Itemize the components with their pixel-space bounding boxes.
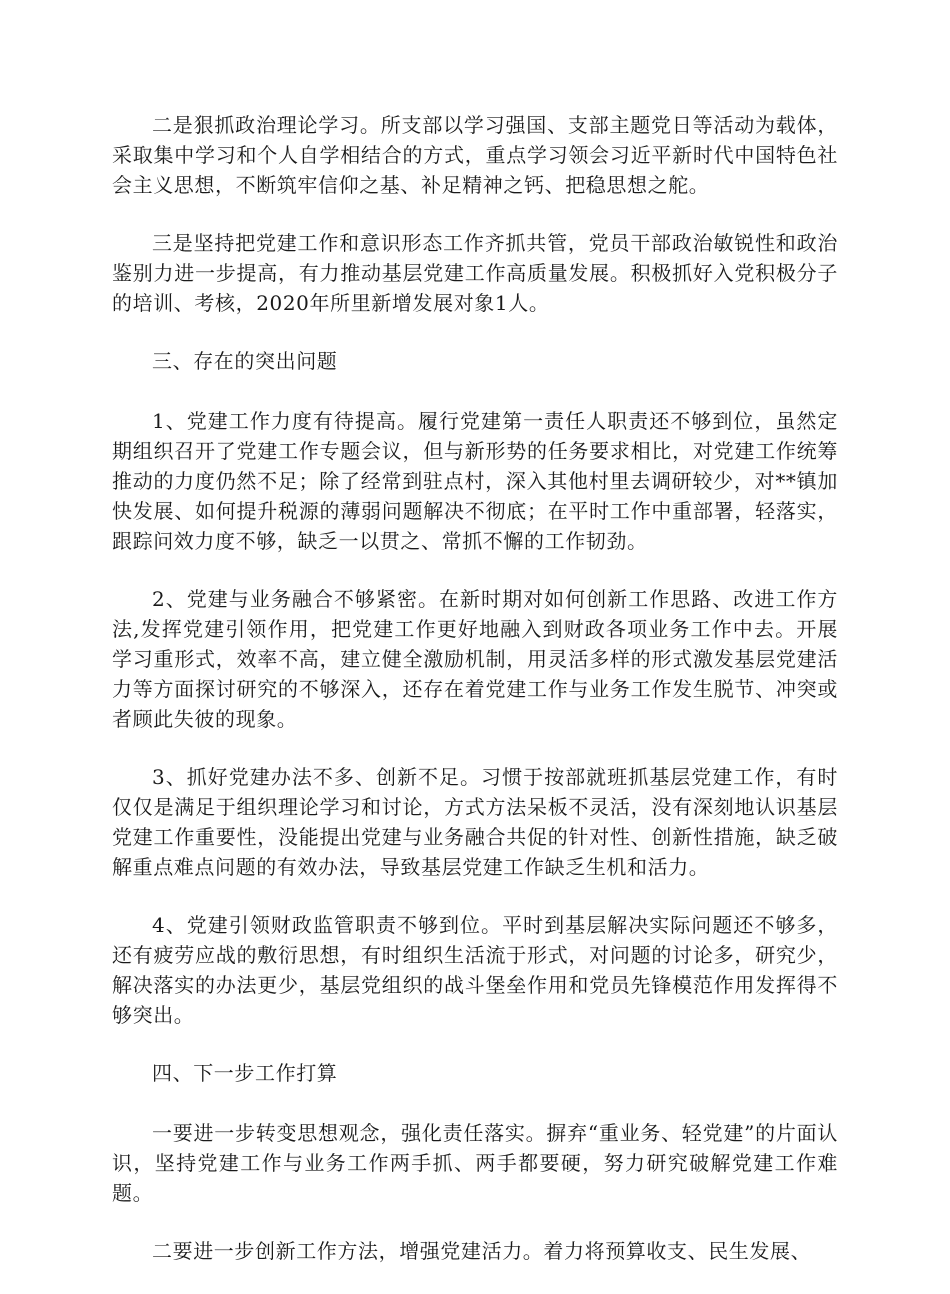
section-heading-next-steps: 四、下一步工作打算 <box>152 1061 338 1085</box>
paragraph-problem-3: 3、抓好党建办法不多、创新不足。习惯于按部就班抓基层党建工作，有时仅仅是满足于组织理论学习和讨论，方式方法呆板不灵活，没有深刻地认识基层党建工作重要性，没能提出党建与业务融合共促的针对性、创新性措施，缺乏破解重点难点问题的有效办法，导致基层党建工作缺乏生机和活力。 <box>112 765 838 879</box>
paragraph-plan-2: 二要进一步创新工作方法，增强党建活力。着力将预算收支、民生发展、 <box>152 1239 812 1263</box>
paragraph-plan-1: 一要进一步转变思想观念，强化责任落实。摒弃“重业务、轻党建”的片面认识，坚持党建工作与业务工作两手抓、两手都要硬，努力研究破解党建工作难题。 <box>112 1121 838 1205</box>
paragraph-political-study: 二是狠抓政治理论学习。所支部以学习强国、支部主题党日等活动为载体，采取集中学习和个人自学相结合的方式，重点学习领会习近平新时代中国特色社会主义思想，不断筑牢信仰之基、补足精神之钙、把稳思想之舵。 <box>112 113 838 197</box>
document-body <box>112 110 838 1294</box>
paragraph-problem-4: 4、党建引领财政监管职责不够到位。平时到基层解决实际问题还不够多，还有疲劳应战的敷衍思想，有时组织生活流于形式，对问题的讨论多，研究少，解决落实的办法更少，基层党组织的战斗堡垒作用和党员先锋模范作用发挥得不够突出。 <box>112 913 838 1027</box>
paragraph-problem-1: 1、党建工作力度有待提高。履行党建第一责任人职责还不够到位，虽然定期组织召开了党建工作专题会议，但与新形势的任务要求相比，对党建工作统筹推动的力度仍然不足；除了经常到驻点村，深入其他村里去调研较少，对**镇加快发展、如何提升税源的薄弱问题解决不彻底；在平时工作中重部署，轻落实，跟踪问效力度不够，缺乏一以贯之、常抓不懈的工作韧劲。 <box>112 409 838 553</box>
section-heading-problems: 三、存在的突出问题 <box>152 349 338 373</box>
paragraph-problem-2: 2、党建与业务融合不够紧密。在新时期对如何创新工作思路、改进工作方法,发挥党建引领作用，把党建工作更好地融入到财政各项业务工作中去。开展学习重形式，效率不高，建立健全激励机制，用灵活多样的形式激发基层党建活力等方面探讨研究的不够深入，还存在着党建工作与业务工作发生脱节、冲突或者顾此失彼的现象。 <box>112 587 838 731</box>
paragraph-ideology-work: 三是坚持把党建工作和意识形态工作齐抓共管，党员干部政治敏锐性和政治鉴别力进一步提高，有力推动基层党建工作高质量发展。积极抓好入党积极分子的培训、考核，2020年所里新增发展对象1人。 <box>112 231 838 315</box>
